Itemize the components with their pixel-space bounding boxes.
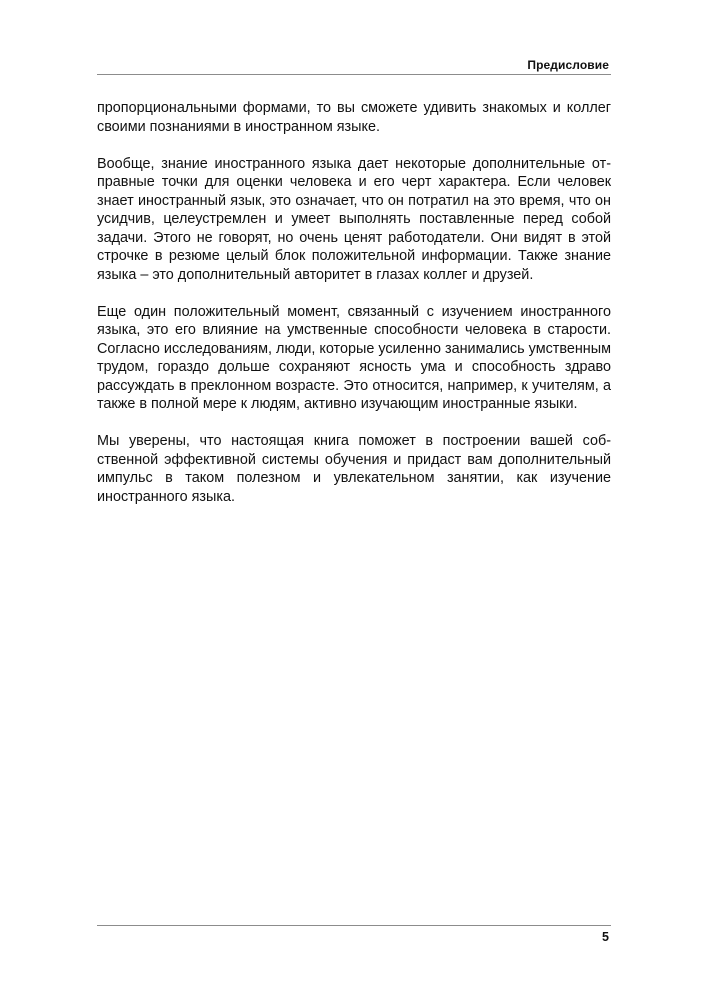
page-number: 5 bbox=[602, 930, 609, 944]
header-rule bbox=[97, 74, 611, 75]
paragraph-1: пропорциональными формами, то вы сможете удивить знакомых и коллег своими познаниями в иностранном языке. bbox=[97, 100, 611, 135]
paragraph-3: Еще один положительный момент, связанный с изучением иностранного языка, это его влияние на умственные способности человека в старости. Согласно исследованиям, люди, которые усиленно занимались умственным трудом, гораздо дольше сохраняют ясность ума и способность здраво рассуждать в преклонном возрасте. Это относится, например, к учителям, а также в полной мере к людям, активно изучающим иностранные языки. bbox=[97, 303, 611, 412]
body-text bbox=[97, 99, 611, 525]
footer-rule bbox=[97, 925, 611, 926]
running-head-title: Предисловие bbox=[527, 58, 609, 72]
paragraph-4: Мы уверены, что настоящая книга поможет в построении вашей собственной эффективной системы обучения и придаст вам дополнительный импульс в таком полезном и увлекательном занятии, как изучение иностранного языка. bbox=[97, 433, 611, 505]
paragraph-2: Вообще, знание иностранного языка дает некоторые дополнительные отправные точки для оценки человека и его черт характера. Если человек знает иностранный язык, это означает, что он потратил на это время, что он усидчив, целеустремлен и умеет выполнять поставленные перед собой задачи. Этого не говорят, но очень ценят работодатели. Они видят в этой строчке в резюме целый блок положительной информации. Также знание языка – это дополнительный авторитет в глазах коллег и друзей. bbox=[97, 155, 611, 283]
